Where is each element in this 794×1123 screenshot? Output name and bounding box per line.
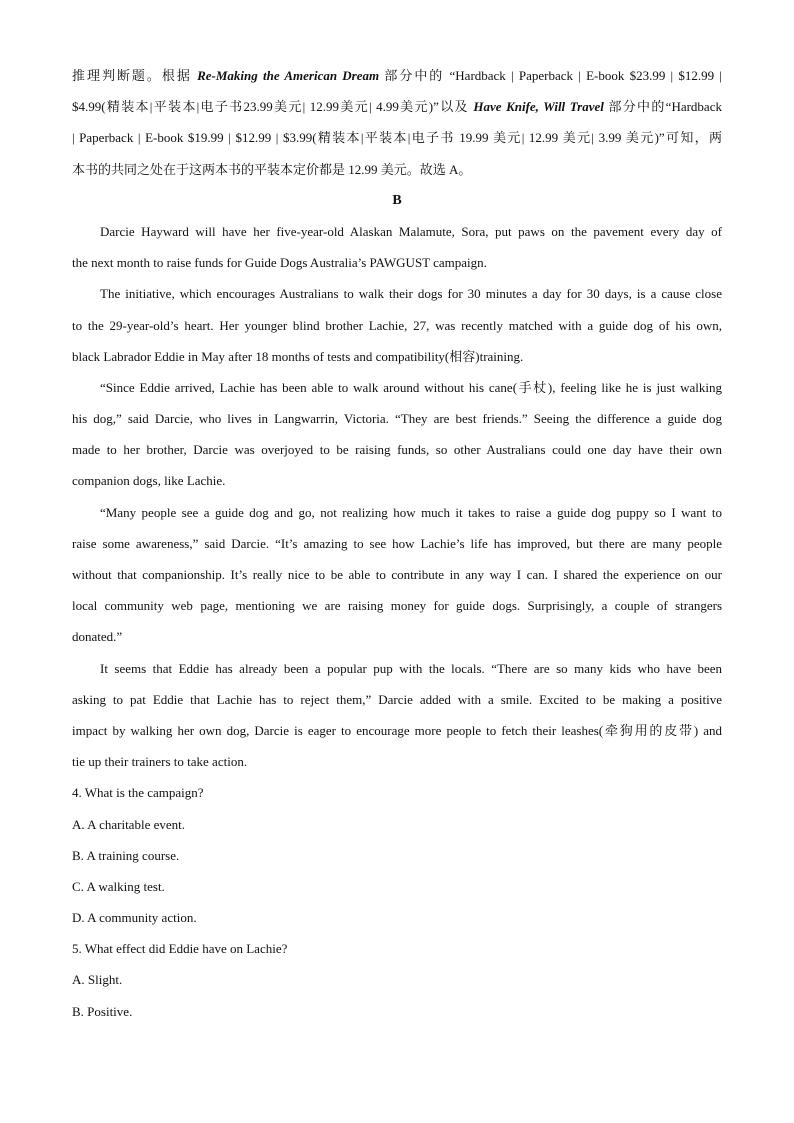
question-5-stem: 5. What effect did Eddie have on Lachie?	[72, 941, 288, 957]
passage-line: “Many people see a guide dog and go, not realizing how much it takes to raise a guide dog puppy so I want to	[100, 504, 722, 520]
passage-line: companion dogs, like Lachie.	[72, 473, 226, 489]
passage-line: donated.”	[72, 629, 123, 645]
passage-line: without that companionship. It’s really nice to be able to contribute in any way I can. I shared the experience on our	[72, 567, 722, 582]
question-4-option-c: C. A walking test.	[72, 878, 165, 894]
explanation-text: 部分中的 “Hardback | Paperback | E-book $23.99 | $12.99 |	[379, 68, 722, 83]
passage-line: asking to pat Eddie that Lachie has to reject them,” Darcie added with a smile. Excited to be making a positive	[72, 691, 722, 707]
passage-line: his dog,” said Darcie, who lives in Langwarrin, Victoria. “They are best friends.” Seeing the difference a guide dog	[72, 411, 722, 427]
book-title-knife: Have Knife, Will Travel	[473, 99, 604, 115]
explanation-line-3: | Paperback | E-book $19.99 | $12.99 | $3.99(精装本|平装本|电子书 19.99 美元| 12.99 美元| 3.99 美元)”可知，两	[72, 130, 722, 146]
passage-line: the next month to raise funds for Guide Dogs Australia’s PAWGUST campaign.	[72, 255, 487, 271]
section-title: B	[392, 192, 402, 208]
question-4-option-b: B. A training course.	[72, 847, 180, 863]
explanation-text: 推理判断题。根据	[72, 68, 198, 83]
explanation-text: 部分中的“Hardback	[603, 99, 722, 115]
passage-line: to the 29-year-old’s heart. Her younger blind brother Lachie, 27, was recently matched with a guide dog of his own,	[72, 317, 722, 333]
passage-line: “Since Eddie arrived, Lachie has been able to walk around without his cane(手杖), feeling like he is just walking	[100, 379, 722, 395]
question-4-stem: 4. What is the campaign?	[72, 785, 204, 801]
passage-line: black Labrador Eddie in May after 18 months of tests and compatibility(相容)training.	[72, 348, 524, 364]
passage-line: raise some awareness,” said Darcie. “It’s amazing to see how Lachie’s life has improved, but there are many people	[72, 535, 722, 551]
explanation-line-1	[72, 60, 722, 91]
passage-line: impact by walking her own dog, Darcie is eager to encourage more people to fetch their leashes(牵狗用的皮带) and	[72, 722, 722, 738]
passage-line: It seems that Eddie has already been a popular pup with the locals. “There are so many kids who have been	[100, 660, 722, 676]
book-title-remaking: Re-Making the American Dream	[197, 68, 380, 83]
question-5-option-b: B. Positive.	[72, 1003, 133, 1019]
passage-line: local community web page, mentioning we are raising money for guide dogs. Surprisingly, a couple of strangers	[72, 598, 722, 614]
explanation-text: $4.99(精装本|平装本|电子书23.99美元| 12.99美元| 4.99美元)”以及	[72, 99, 474, 115]
passage-line: tie up their trainers to take action.	[72, 754, 248, 770]
question-4-option-d: D. A community action.	[72, 910, 197, 926]
document-page	[72, 60, 722, 1027]
passage-line: The initiative, which encourages Australians to walk their dogs for 30 minutes a day for 30 days, is a cause close	[100, 286, 722, 302]
question-5-option-a: A. Slight.	[72, 972, 123, 988]
passage-line: Darcie Hayward will have her five-year-old Alaskan Malamute, Sora, put paws on the pavement every day of	[100, 223, 722, 239]
explanation-line-2	[72, 91, 722, 122]
question-4-option-a: A. A charitable event.	[72, 816, 185, 832]
passage-line: made to her brother, Darcie was overjoyed to be raising funds, so other Australians could one day have their own	[72, 442, 722, 458]
explanation-line-4: 本书的共同之处在于这两本书的平装本定价都是 12.99 美元。故选 A。	[72, 161, 472, 177]
